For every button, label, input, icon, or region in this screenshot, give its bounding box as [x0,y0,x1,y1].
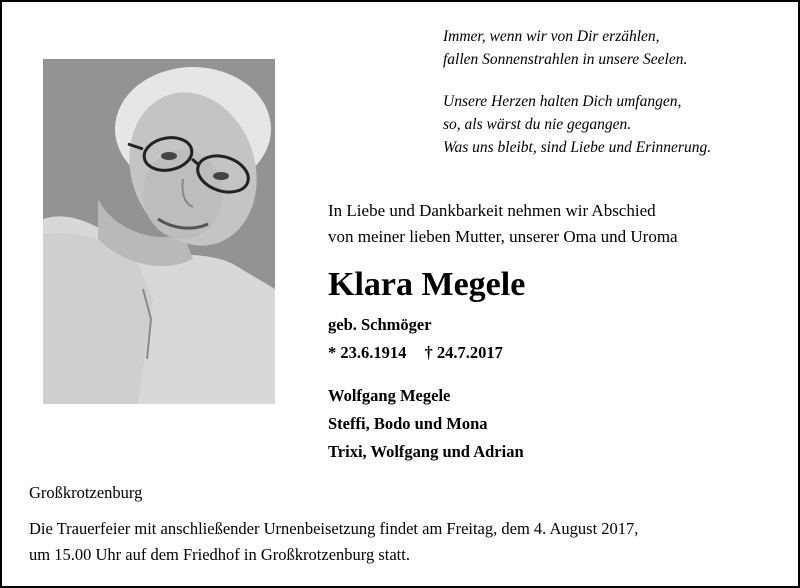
poem-line: Unsere Herzen halten Dich umfangen, [443,93,682,110]
mourner-line: Wolfgang Megele [328,386,451,405]
funeral-line: um 15.00 Uhr auf dem Friedhof in Großkrotzenburg statt. [29,545,410,564]
poem-line: so, als wärst du nie gegangen. [443,116,632,133]
birth-date: * 23.6.1914 [328,343,407,362]
funeral-line: Die Trauerfeier mit anschließender Urnenbeisetzung findet am Freitag, dem 4. August 2017, [29,519,639,538]
maiden-name: geb. Schmöger [328,315,432,334]
poem-stanza-2 [443,90,711,159]
poem-line: fallen Sonnenstrahlen in unsere Seelen. [443,51,688,68]
place-name: Großkrotzenburg [29,483,143,502]
farewell-intro [328,198,678,250]
intro-line: von meiner lieben Mutter, unserer Oma und Uroma [328,227,678,246]
portrait-illustration [43,59,275,404]
mourner-line: Trixi, Wolfgang und Adrian [328,442,524,461]
deceased-name: Klara Megele [328,266,526,303]
mourners-list [328,382,524,466]
poem-line: Was uns bleibt, sind Liebe und Erinnerung. [443,139,712,156]
funeral-announcement [29,516,638,568]
death-date: † 24.7.2017 [424,343,503,362]
poem-line: Immer, wenn wir von Dir erzählen, [443,28,660,45]
intro-line: In Liebe und Dankbarkeit nehmen wir Abschied [328,201,656,220]
portrait-photo [43,59,275,404]
life-dates [328,343,503,363]
mourner-line: Steffi, Bodo und Mona [328,414,488,433]
poem-stanza-1 [443,25,687,71]
